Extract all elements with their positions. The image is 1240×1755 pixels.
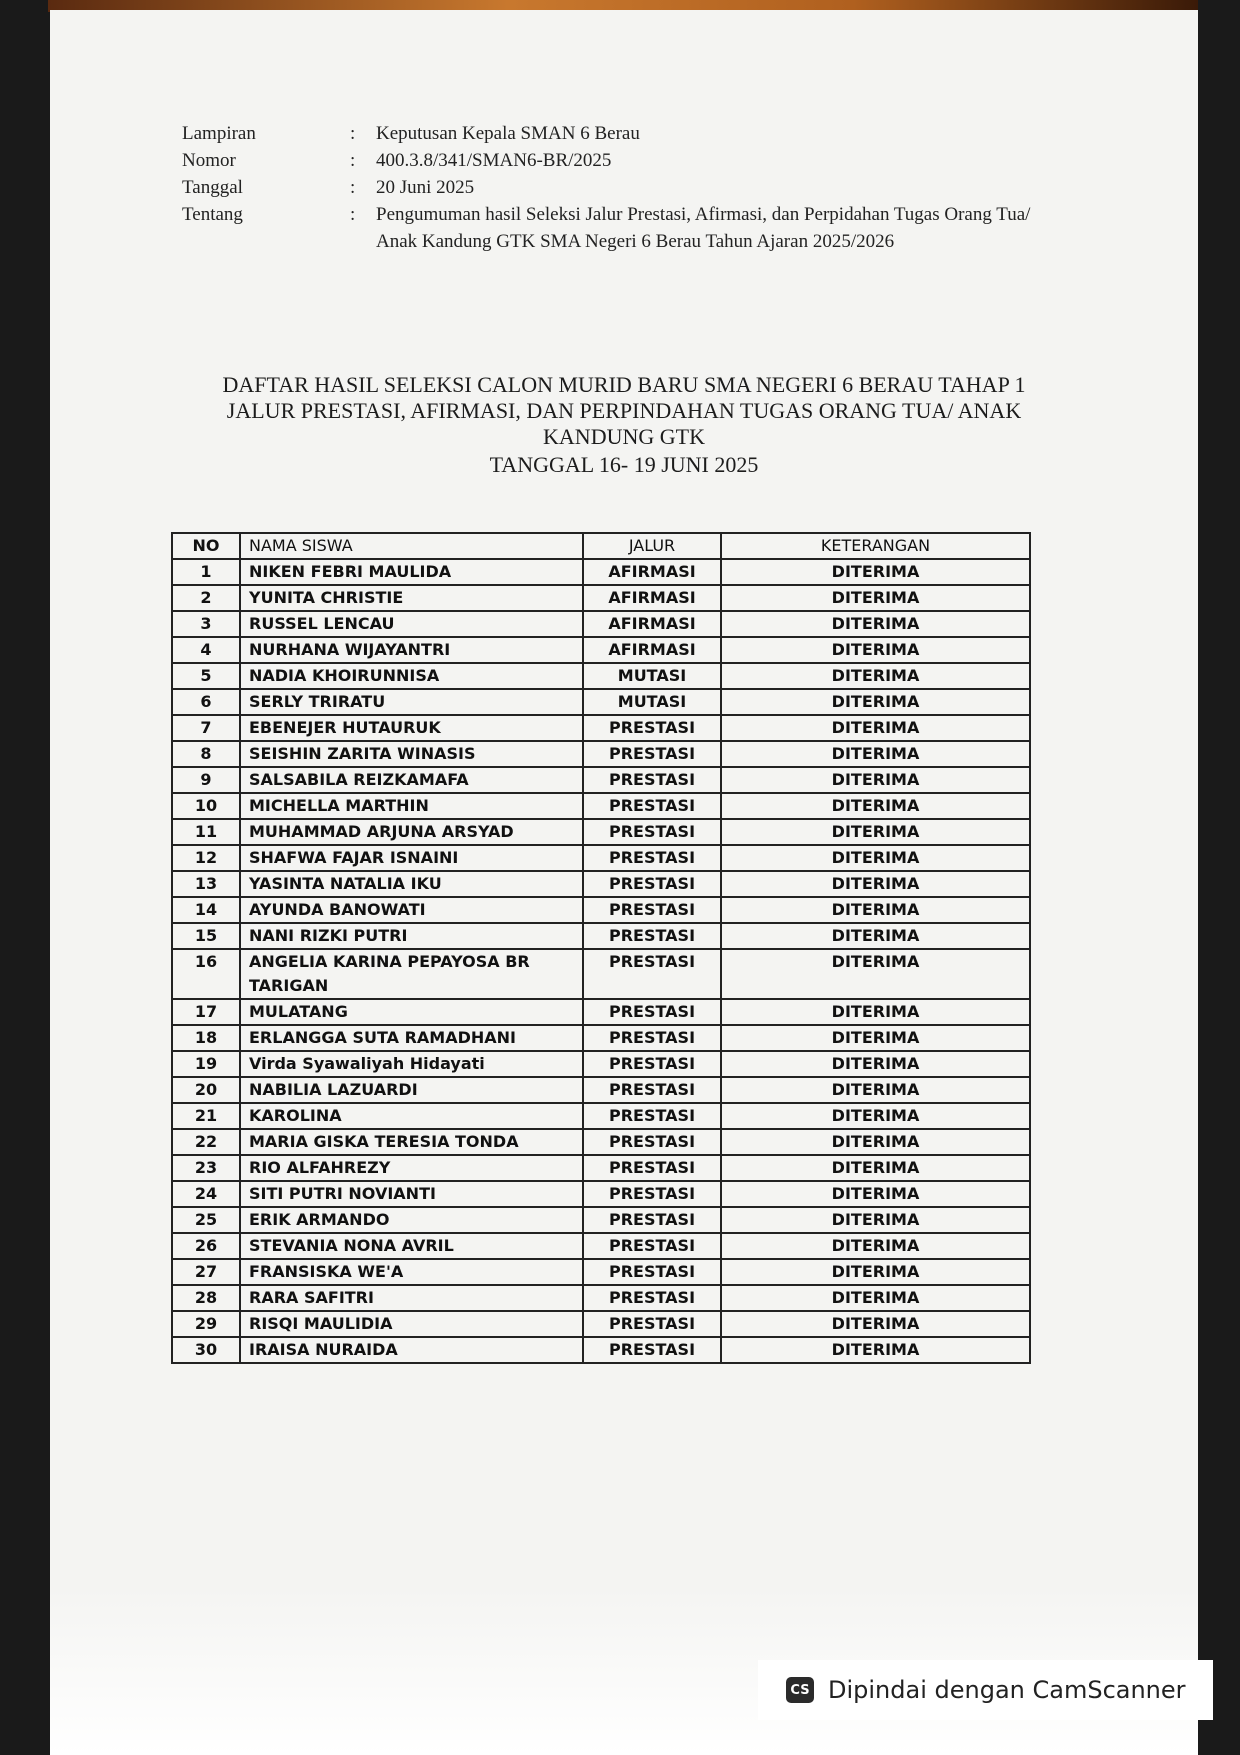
table-row xyxy=(172,897,1030,923)
cell-name: SHAFWA FAJAR ISNAINI xyxy=(240,845,583,871)
cell-keterangan: DITERIMA xyxy=(721,663,1030,689)
cell-jalur: PRESTASI xyxy=(583,999,721,1025)
table-row xyxy=(172,1285,1030,1311)
cell-jalur: PRESTASI xyxy=(583,1025,721,1051)
cell-no: 10 xyxy=(172,793,240,819)
cell-keterangan: DITERIMA xyxy=(721,1181,1030,1207)
cell-name: NIKEN FEBRI MAULIDA xyxy=(240,559,583,585)
cell-no: 8 xyxy=(172,741,240,767)
table-row xyxy=(172,663,1030,689)
cell-keterangan: DITERIMA xyxy=(721,1285,1030,1311)
cell-name: MULATANG xyxy=(240,999,583,1025)
cell-jalur: PRESTASI xyxy=(583,871,721,897)
table-row xyxy=(172,559,1030,585)
cell-jalur: PRESTASI xyxy=(583,1051,721,1077)
header-colon: : xyxy=(350,150,356,171)
cell-keterangan: DITERIMA xyxy=(721,1207,1030,1233)
cell-no: 25 xyxy=(172,1207,240,1233)
table-row xyxy=(172,793,1030,819)
cell-jalur: PRESTASI xyxy=(583,923,721,949)
cell-name: MUHAMMAD ARJUNA ARSYAD xyxy=(240,819,583,845)
table-row xyxy=(172,999,1030,1025)
title-line-3: KANDUNG GTK xyxy=(543,424,705,449)
cell-no: 21 xyxy=(172,1103,240,1129)
table-row xyxy=(172,1129,1030,1155)
cell-no: 14 xyxy=(172,897,240,923)
cell-name: FRANSISKA WE'A xyxy=(240,1259,583,1285)
cell-keterangan: DITERIMA xyxy=(721,1103,1030,1129)
header-label: Tanggal xyxy=(182,177,243,198)
table-body xyxy=(172,559,1030,1363)
cell-jalur: PRESTASI xyxy=(583,793,721,819)
col-header-keterangan: KETERANGAN xyxy=(721,533,1030,559)
table-row xyxy=(172,1103,1030,1129)
title-line-2: JALUR PRESTASI, AFIRMASI, DAN PERPINDAHAN TUGAS ORANG TUA/ ANAK xyxy=(226,398,1022,423)
cell-name: RUSSEL LENCAU xyxy=(240,611,583,637)
cell-jalur: PRESTASI xyxy=(583,845,721,871)
table-row xyxy=(172,689,1030,715)
cell-no: 19 xyxy=(172,1051,240,1077)
letter-header xyxy=(182,120,1062,255)
table-row xyxy=(172,871,1030,897)
table-row xyxy=(172,1259,1030,1285)
table-row xyxy=(172,715,1030,741)
cell-no: 27 xyxy=(172,1259,240,1285)
cell-no: 6 xyxy=(172,689,240,715)
table-row xyxy=(172,637,1030,663)
cell-name: AYUNDA BANOWATI xyxy=(240,897,583,923)
cell-name: SITI PUTRI NOVIANTI xyxy=(240,1181,583,1207)
cell-keterangan: DITERIMA xyxy=(721,923,1030,949)
cell-no: 30 xyxy=(172,1337,240,1363)
cell-keterangan: DITERIMA xyxy=(721,897,1030,923)
cell-name: IRAISA NURAIDA xyxy=(240,1337,583,1363)
cell-jalur: PRESTASI xyxy=(583,1311,721,1337)
cell-name: MICHELLA MARTHIN xyxy=(240,793,583,819)
cell-name: EBENEJER HUTAURUK xyxy=(240,715,583,741)
table-row xyxy=(172,1155,1030,1181)
cell-keterangan: DITERIMA xyxy=(721,819,1030,845)
selection-results-table xyxy=(171,532,1031,1364)
cell-jalur: AFIRMASI xyxy=(583,585,721,611)
table-row xyxy=(172,949,1030,999)
header-row-tanggal xyxy=(182,174,1062,201)
cell-no: 1 xyxy=(172,559,240,585)
cell-keterangan: DITERIMA xyxy=(721,689,1030,715)
cell-keterangan: DITERIMA xyxy=(721,949,1030,999)
cell-keterangan: DITERIMA xyxy=(721,637,1030,663)
header-label: Nomor xyxy=(182,150,236,171)
cell-name: KAROLINA xyxy=(240,1103,583,1129)
cell-keterangan: DITERIMA xyxy=(721,793,1030,819)
cell-no: 28 xyxy=(172,1285,240,1311)
cell-keterangan: DITERIMA xyxy=(721,611,1030,637)
cell-keterangan: DITERIMA xyxy=(721,1025,1030,1051)
cell-keterangan: DITERIMA xyxy=(721,1155,1030,1181)
cell-keterangan: DITERIMA xyxy=(721,1259,1030,1285)
scanned-page xyxy=(50,10,1198,1755)
cell-jalur: PRESTASI xyxy=(583,1181,721,1207)
cell-keterangan: DITERIMA xyxy=(721,999,1030,1025)
cell-no: 17 xyxy=(172,999,240,1025)
cell-jalur: AFIRMASI xyxy=(583,637,721,663)
cell-no: 3 xyxy=(172,611,240,637)
cell-no: 23 xyxy=(172,1155,240,1181)
col-header-jalur: JALUR xyxy=(583,533,721,559)
cell-keterangan: DITERIMA xyxy=(721,559,1030,585)
cell-jalur: PRESTASI xyxy=(583,1103,721,1129)
table-row xyxy=(172,819,1030,845)
cell-jalur: PRESTASI xyxy=(583,897,721,923)
cell-name: RARA SAFITRI xyxy=(240,1285,583,1311)
cell-no: 18 xyxy=(172,1025,240,1051)
cell-jalur: AFIRMASI xyxy=(583,611,721,637)
cell-no: 13 xyxy=(172,871,240,897)
cell-name: NURHANA WIJAYANTRI xyxy=(240,637,583,663)
cell-keterangan: DITERIMA xyxy=(721,741,1030,767)
cell-keterangan: DITERIMA xyxy=(721,767,1030,793)
cell-name: ERIK ARMANDO xyxy=(240,1207,583,1233)
cell-name: MARIA GISKA TERESIA TONDA xyxy=(240,1129,583,1155)
cell-keterangan: DITERIMA xyxy=(721,871,1030,897)
cell-jalur: PRESTASI xyxy=(583,1259,721,1285)
table-row xyxy=(172,1025,1030,1051)
cell-jalur: PRESTASI xyxy=(583,1155,721,1181)
cell-no: 15 xyxy=(172,923,240,949)
cell-keterangan: DITERIMA xyxy=(721,1077,1030,1103)
cell-no: 4 xyxy=(172,637,240,663)
cell-name: SEISHIN ZARITA WINASIS xyxy=(240,741,583,767)
cell-no: 11 xyxy=(172,819,240,845)
document-title xyxy=(50,372,1198,478)
cell-keterangan: DITERIMA xyxy=(721,715,1030,741)
cell-no: 5 xyxy=(172,663,240,689)
cell-no: 16 xyxy=(172,949,240,999)
cell-name: RIO ALFAHREZY xyxy=(240,1155,583,1181)
cell-jalur: MUTASI xyxy=(583,663,721,689)
cell-no: 2 xyxy=(172,585,240,611)
header-value: Pengumuman hasil Seleksi Jalur Prestasi, Afirmasi, dan Perpidahan Tugas Orang Tua/ Anak Kandung GTK SMA Negeri 6 Berau Tahun Ajaran 2025/2026 xyxy=(376,204,1031,252)
header-colon: : xyxy=(350,204,356,225)
table-row xyxy=(172,923,1030,949)
table-row xyxy=(172,1077,1030,1103)
cell-no: 24 xyxy=(172,1181,240,1207)
cell-jalur: PRESTASI xyxy=(583,1207,721,1233)
cell-jalur: PRESTASI xyxy=(583,715,721,741)
camscanner-text: Dipindai dengan CamScanner xyxy=(828,1676,1186,1704)
header-value: Keputusan Kepala SMAN 6 Berau xyxy=(376,123,640,144)
table-row xyxy=(172,611,1030,637)
cell-name: NANI RIZKI PUTRI xyxy=(240,923,583,949)
cell-name: SERLY TRIRATU xyxy=(240,689,583,715)
camscanner-watermark xyxy=(758,1660,1213,1720)
cell-jalur: AFIRMASI xyxy=(583,559,721,585)
cell-keterangan: DITERIMA xyxy=(721,1129,1030,1155)
cell-jalur: PRESTASI xyxy=(583,1129,721,1155)
cell-jalur: PRESTASI xyxy=(583,1233,721,1259)
header-colon: : xyxy=(350,123,356,144)
header-label: Tentang xyxy=(182,204,243,225)
header-row-nomor xyxy=(182,147,1062,174)
cell-jalur: PRESTASI xyxy=(583,741,721,767)
table-row xyxy=(172,1181,1030,1207)
table-row xyxy=(172,741,1030,767)
header-value: 20 Juni 2025 xyxy=(376,177,475,198)
table-row xyxy=(172,1051,1030,1077)
cell-no: 20 xyxy=(172,1077,240,1103)
table-row xyxy=(172,1233,1030,1259)
table-row xyxy=(172,1337,1030,1363)
camscanner-logo-icon: CS xyxy=(786,1677,814,1703)
cell-jalur: PRESTASI xyxy=(583,949,721,999)
cell-no: 9 xyxy=(172,767,240,793)
cell-jalur: PRESTASI xyxy=(583,1337,721,1363)
cell-name: Virda Syawaliyah Hidayati xyxy=(240,1051,583,1077)
title-date: TANGGAL 16- 19 JUNI 2025 xyxy=(489,452,759,477)
cell-name: NABILIA LAZUARDI xyxy=(240,1077,583,1103)
cell-name: STEVANIA NONA AVRIL xyxy=(240,1233,583,1259)
cell-jalur: PRESTASI xyxy=(583,767,721,793)
cell-no: 29 xyxy=(172,1311,240,1337)
table-row xyxy=(172,585,1030,611)
cell-jalur: PRESTASI xyxy=(583,1285,721,1311)
cell-no: 12 xyxy=(172,845,240,871)
table-row xyxy=(172,845,1030,871)
header-row-lampiran xyxy=(182,120,1062,147)
header-label: Lampiran xyxy=(182,123,256,144)
cell-name: ANGELIA KARINA PEPAYOSA BR TARIGAN xyxy=(240,949,583,999)
cell-no: 7 xyxy=(172,715,240,741)
title-line-1: DAFTAR HASIL SELEKSI CALON MURID BARU SMA NEGERI 6 BERAU TAHAP 1 xyxy=(222,372,1026,397)
cell-name: YUNITA CHRISTIE xyxy=(240,585,583,611)
table-row xyxy=(172,1311,1030,1337)
cell-name: YASINTA NATALIA IKU xyxy=(240,871,583,897)
table-header-row xyxy=(172,533,1030,559)
table-row xyxy=(172,1207,1030,1233)
cell-name: NADIA KHOIRUNNISA xyxy=(240,663,583,689)
cell-keterangan: DITERIMA xyxy=(721,1233,1030,1259)
col-header-no: NO xyxy=(172,533,240,559)
cell-no: 22 xyxy=(172,1129,240,1155)
header-colon: : xyxy=(350,177,356,198)
cell-no: 26 xyxy=(172,1233,240,1259)
cell-keterangan: DITERIMA xyxy=(721,845,1030,871)
header-row-tentang xyxy=(182,201,1062,255)
cell-keterangan: DITERIMA xyxy=(721,1311,1030,1337)
cell-keterangan: DITERIMA xyxy=(721,1051,1030,1077)
cell-keterangan: DITERIMA xyxy=(721,585,1030,611)
col-header-name: NAMA SISWA xyxy=(240,533,583,559)
cell-name: ERLANGGA SUTA RAMADHANI xyxy=(240,1025,583,1051)
cell-jalur: PRESTASI xyxy=(583,819,721,845)
cell-jalur: PRESTASI xyxy=(583,1077,721,1103)
table-row xyxy=(172,767,1030,793)
cell-name: RISQI MAULIDIA xyxy=(240,1311,583,1337)
cell-keterangan: DITERIMA xyxy=(721,1337,1030,1363)
cell-jalur: MUTASI xyxy=(583,689,721,715)
cell-name: SALSABILA REIZKAMAFA xyxy=(240,767,583,793)
header-value: 400.3.8/341/SMAN6-BR/2025 xyxy=(376,150,612,171)
